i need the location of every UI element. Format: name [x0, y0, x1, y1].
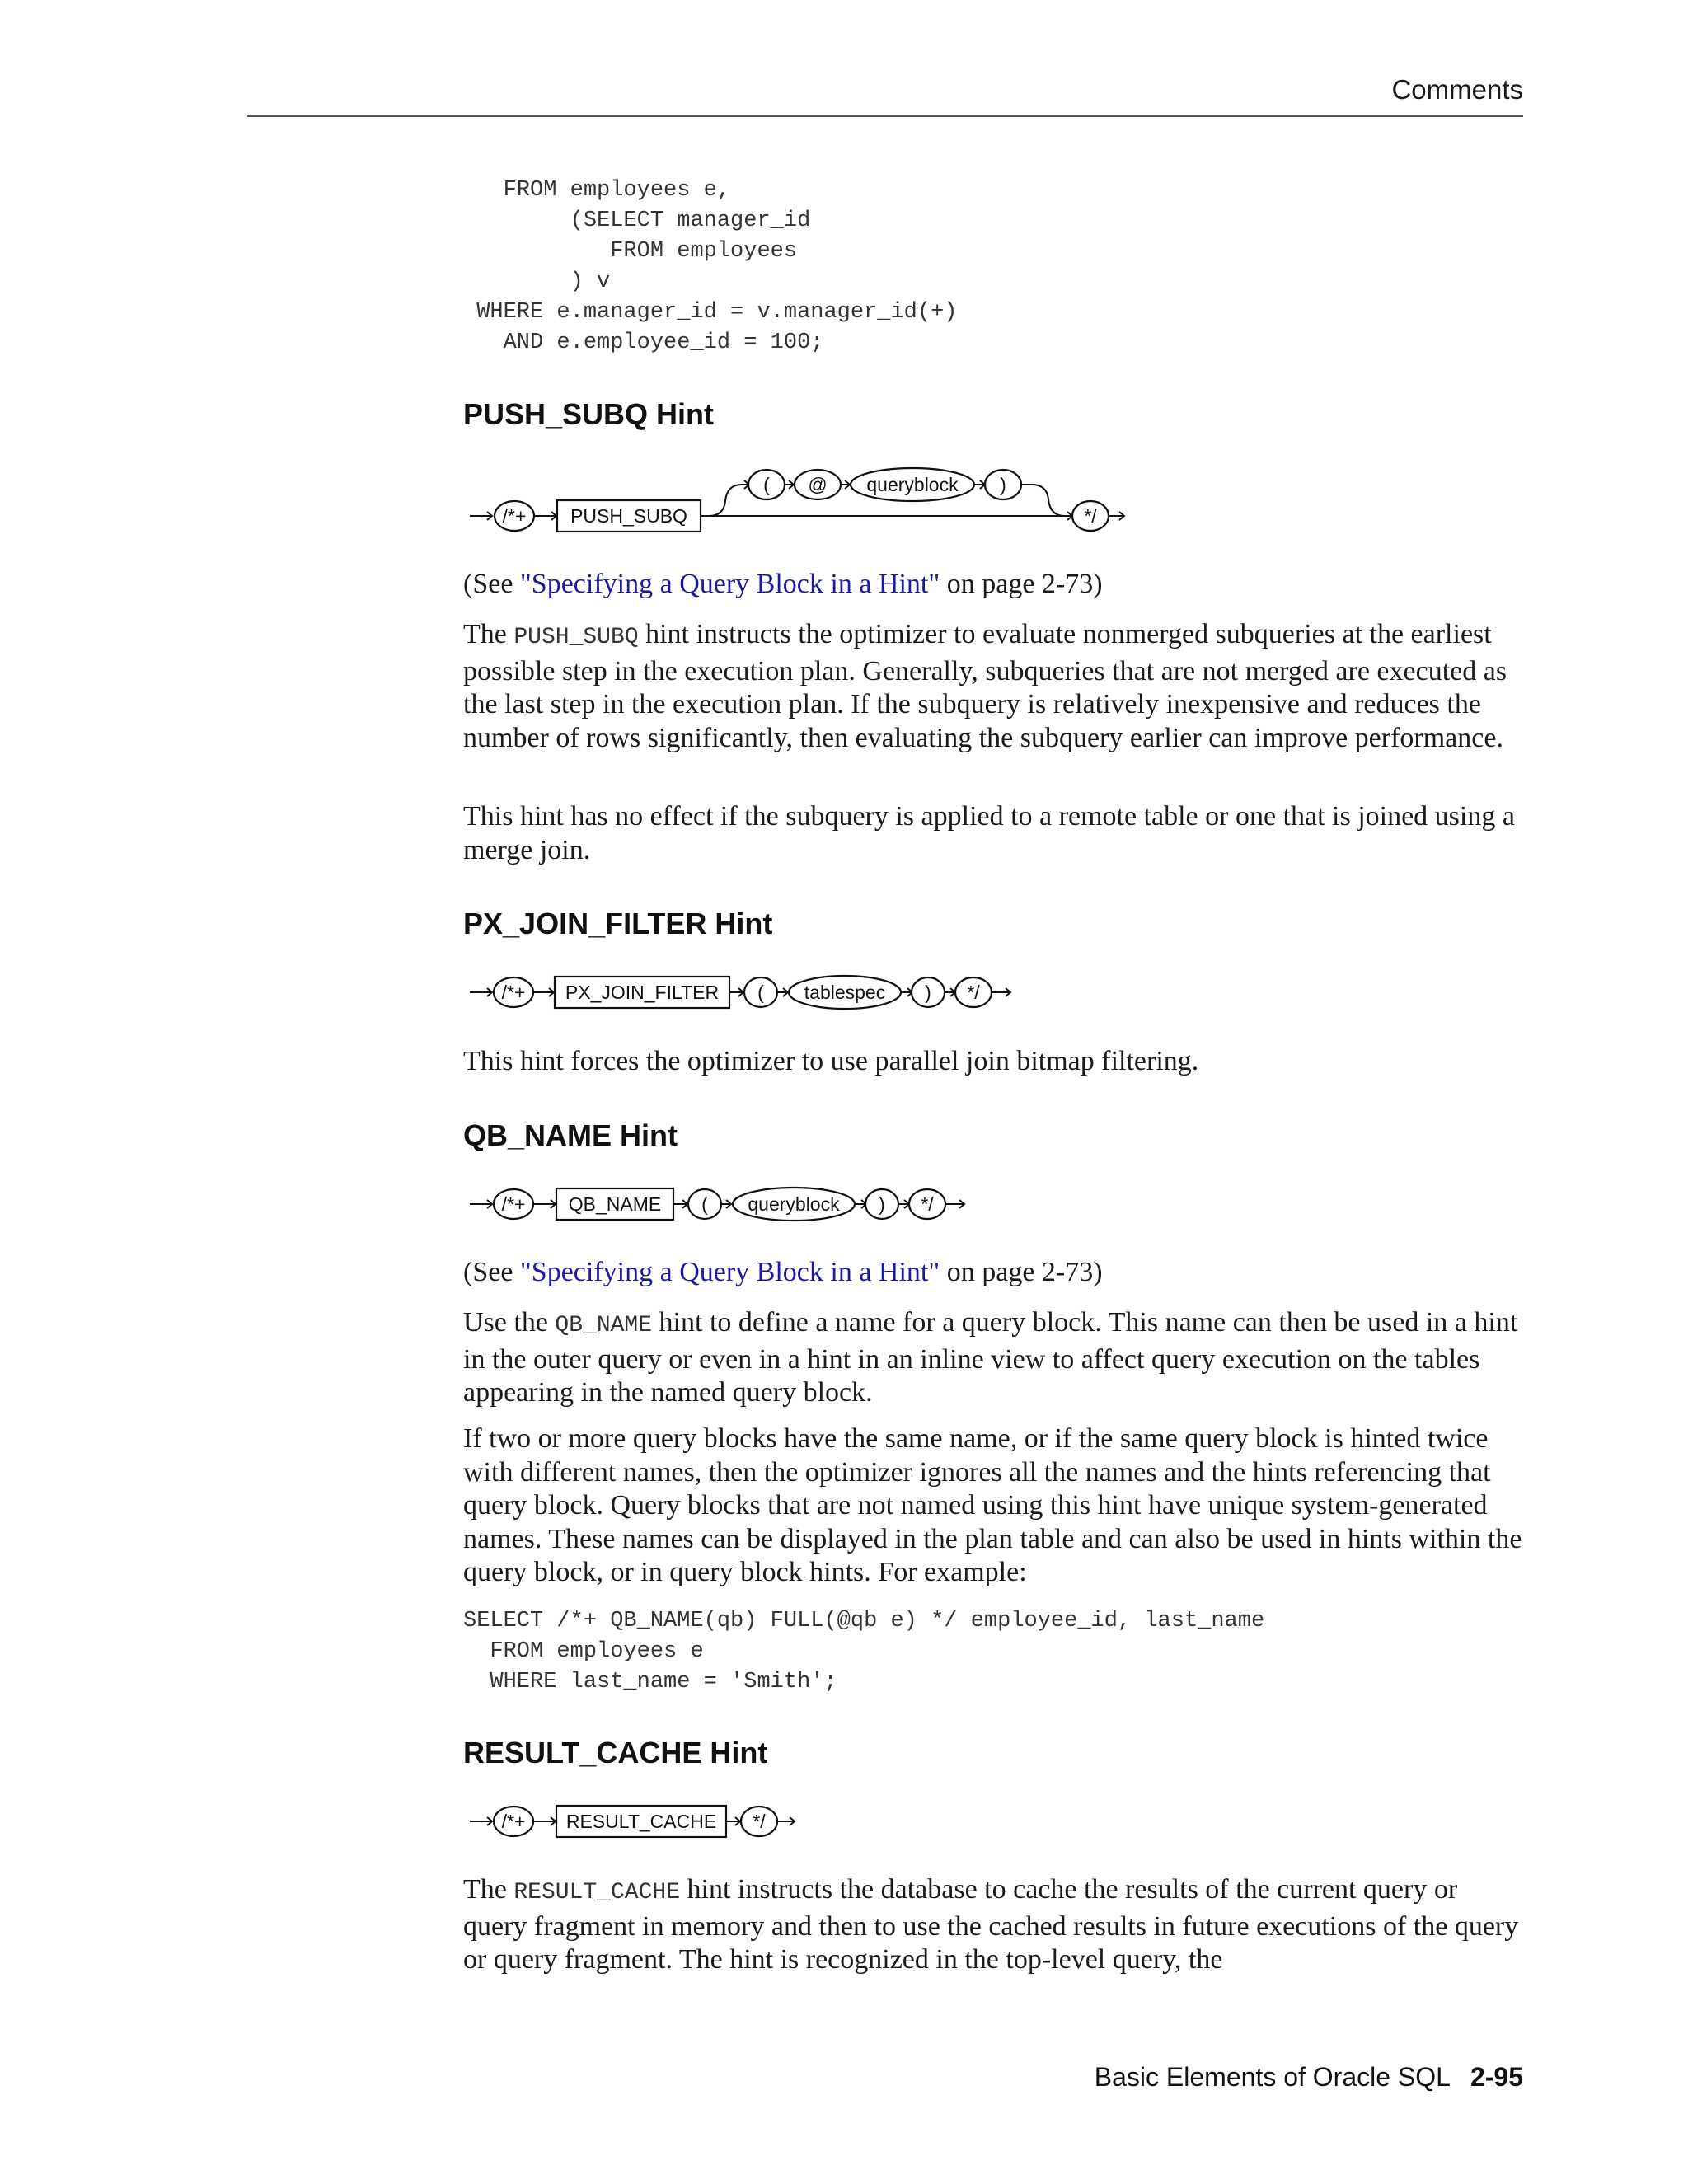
query-block-hint-link[interactable]: "Specifying a Query Block in a Hint" — [519, 569, 940, 599]
svg-text:(: ( — [701, 1193, 708, 1215]
svg-text:(: ( — [757, 982, 764, 1003]
header-rule — [247, 115, 1523, 117]
svg-text:tablespec: tablespec — [804, 982, 886, 1003]
push-subq-see-also: (See "Specifying a Query Block in a Hint" on page 2-73) — [463, 569, 1103, 599]
svg-text:): ) — [879, 1193, 885, 1215]
push-subq-heading: PUSH_SUBQ Hint — [463, 397, 715, 431]
diagram-open-hint-label: /*+ — [502, 505, 527, 527]
svg-text:/*+: /*+ — [501, 1193, 526, 1215]
page-footer — [1095, 2062, 1523, 2093]
svg-text:QB_NAME: QB_NAME — [568, 1193, 662, 1215]
qb-name-syntax-diagram — [462, 1181, 989, 1230]
svg-text:*/: */ — [967, 982, 980, 1003]
diagram-close-hint-label: */ — [1084, 505, 1097, 527]
svg-text:): ) — [925, 982, 931, 1003]
svg-text:/*+: /*+ — [501, 982, 526, 1003]
diagram-queryblock-label: queryblock — [866, 474, 959, 495]
result-cache-syntax-diagram — [462, 1798, 808, 1848]
px-join-filter-paragraph: This hint forces the optimizer to use parallel join bitmap filtering. — [463, 1046, 1199, 1076]
result-cache-paragraph: The RESULT_CACHE hint instructs the database to cache the results of the current query or query fragment in memory and then to use the cached results in future executions of the query or query fragment. The hint is recognized in the top-level query, the — [463, 1874, 1519, 1975]
qb-name-paragraph-2: If two or more query blocks have the same name, or if the same query block is hinted twice with different names, then the optimizer ignores all the names and the hints referencing that query block. Query blocks that are not named using this hint have unique system-generated names. These names can be displayed in the plan table and can also be used in hints within the query block, or in query block hints. For example: — [463, 1423, 1522, 1587]
push-subq-paragraph-2: This hint has no effect if the subquery is applied to a remote table or one that is joined using a merge join. — [463, 801, 1515, 865]
svg-text:*/: */ — [753, 1811, 766, 1832]
qb-name-see-also: (See "Specifying a Query Block in a Hint" on page 2-73) — [463, 1257, 1103, 1287]
result-cache-heading: RESULT_CACHE Hint — [463, 1736, 768, 1769]
diagram-lparen-label: ( — [763, 474, 770, 495]
svg-text:*/: */ — [921, 1193, 934, 1215]
px-join-filter-heading: PX_JOIN_FILTER Hint — [463, 907, 773, 940]
svg-text:/*+: /*+ — [501, 1811, 526, 1832]
running-head: Comments — [1391, 74, 1523, 105]
diagram-at-label: @ — [808, 474, 828, 495]
svg-text:queryblock: queryblock — [748, 1193, 840, 1215]
qb-name-heading: QB_NAME Hint — [463, 1118, 678, 1152]
diagram-push-subq-keyword: PUSH_SUBQ — [570, 505, 687, 527]
code-example-top: FROM employees e, (SELECT manager_id FROM employees ) v WHERE e.manager_id = v.manager_id(+) AND e.employee_id = 100; — [476, 178, 958, 355]
push-subq-syntax-diagram — [462, 458, 1137, 549]
query-block-hint-link[interactable]: "Specifying a Query Block in a Hint" — [519, 1257, 940, 1287]
page-number: 2-95 — [1470, 2062, 1523, 2092]
qb-name-code-example: SELECT /*+ QB_NAME(qb) FULL(@qb e) */ employee_id, last_name FROM employees e WHERE last_name = 'Smith'; — [463, 1609, 1265, 1694]
svg-text:RESULT_CACHE: RESULT_CACHE — [565, 1811, 717, 1832]
svg-text:PX_JOIN_FILTER: PX_JOIN_FILTER — [565, 982, 720, 1003]
push-subq-paragraph-1: The PUSH_SUBQ hint instructs the optimizer to evaluate nonmerged subqueries at the earliest possible step in the execution plan. Generally, subqueries that are not merged are executed as the last step in the execution plan. If the subquery is relatively inexpensive and reduces the number of rows significantly, then evaluating the subquery earlier can improve performance. — [463, 619, 1507, 753]
footer-title: Basic Elements of Oracle SQL — [1094, 2062, 1451, 2092]
px-join-filter-syntax-diagram — [462, 969, 1022, 1019]
diagram-rparen-label: ) — [1000, 474, 1006, 495]
qb-name-paragraph-1: Use the QB_NAME hint to define a name for a query block. This name can then be used in a hint in the outer query or even in a hint in an inline view to affect query execution on the tables appearing in the named query block. — [463, 1307, 1518, 1408]
